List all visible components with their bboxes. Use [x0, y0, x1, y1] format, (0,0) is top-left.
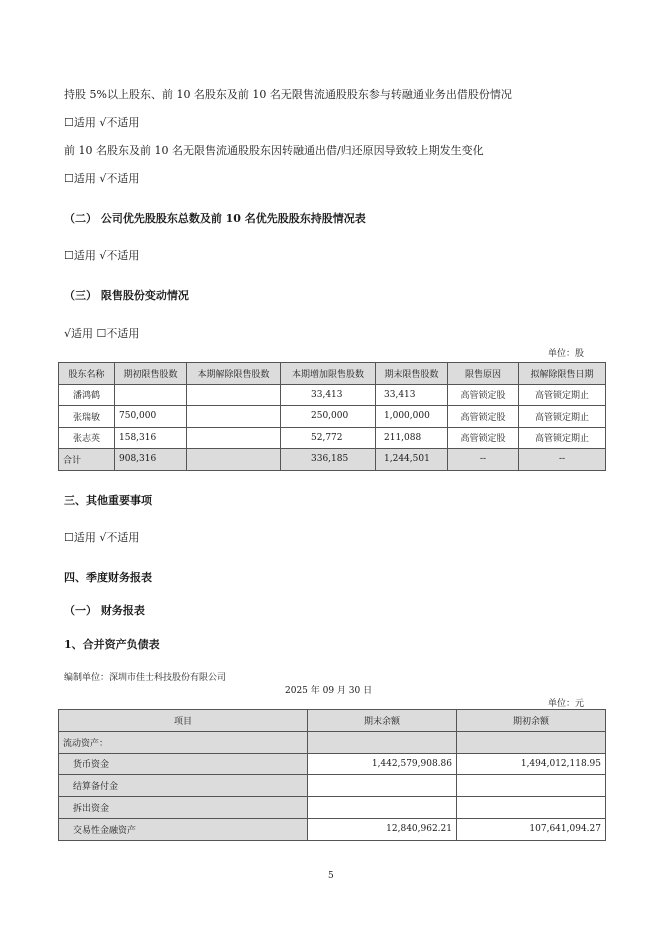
- cell: 211,088: [376, 427, 448, 449]
- table-row: [59, 406, 606, 428]
- cell: 336,185: [281, 449, 376, 471]
- cell: [115, 384, 187, 406]
- cell: [457, 731, 606, 753]
- cell: 1,494,012,118.95: [457, 753, 606, 775]
- cell: 52,772: [281, 427, 376, 449]
- cell: [308, 797, 457, 819]
- page-number: 5: [328, 871, 334, 881]
- table-total-row: [59, 449, 606, 471]
- col-header: 股东名称: [59, 363, 115, 385]
- cell: 908,316: [115, 449, 187, 471]
- compiler: 编制单位：深圳市佳士科技股份有限公司: [64, 673, 227, 683]
- cell: --: [448, 449, 519, 471]
- col-header: 期初限售股数: [115, 363, 187, 385]
- col-header: 本期解除限售股数: [187, 363, 281, 385]
- restricted-shares-table: [58, 362, 606, 471]
- cell: 交易性金融资产: [59, 818, 308, 840]
- cell: [187, 427, 281, 449]
- cell: 合计: [59, 449, 115, 471]
- intro-choice: ☐适用 √不适用: [64, 116, 140, 129]
- col-header: 项目: [59, 710, 308, 732]
- cell: [457, 797, 606, 819]
- cell: [308, 775, 457, 797]
- cell: --: [519, 449, 606, 471]
- section3-choice: √适用 ☐不适用: [64, 327, 140, 340]
- col-header: 限售原因: [448, 363, 519, 385]
- cell: 33,413: [376, 384, 448, 406]
- cell: 高管锁定股: [448, 384, 519, 406]
- col-header: 期初余额: [457, 710, 606, 732]
- cell: 250,000: [281, 406, 376, 428]
- cell: 1,244,501: [376, 449, 448, 471]
- cell: 高管锁定期止: [519, 384, 606, 406]
- part4-title: 四、季度财务报表: [64, 571, 152, 584]
- balance-sheet-table: [58, 709, 606, 841]
- cell: 拆出资金: [59, 797, 308, 819]
- cell: 1,442,579,908.86: [308, 753, 457, 775]
- table-row: [59, 427, 606, 449]
- section3-title: （三） 限售股份变动情况: [64, 289, 189, 302]
- table-row: [59, 731, 606, 753]
- cell: 潘鸿鹤: [59, 384, 115, 406]
- cell: 33,413: [281, 384, 376, 406]
- cell: [187, 449, 281, 471]
- balance-unit: 单位：元: [548, 699, 585, 709]
- col-header: 拟解除限售日期: [519, 363, 606, 385]
- cell: 107,641,094.27: [457, 818, 606, 840]
- restricted-unit: 单位：股: [548, 349, 585, 359]
- table-row: [59, 775, 606, 797]
- cell: 750,000: [115, 406, 187, 428]
- cell: 12,840,962.21: [308, 818, 457, 840]
- section2-choice: ☐适用 √不适用: [64, 249, 140, 262]
- change-choice: ☐适用 √不适用: [64, 172, 140, 185]
- table-header-row: [59, 363, 606, 385]
- cell: 高管锁定股: [448, 406, 519, 428]
- col-header: 期末限售股数: [376, 363, 448, 385]
- cell: [457, 775, 606, 797]
- table-header-row: [59, 710, 606, 732]
- fin-title: （一） 财务报表: [64, 604, 145, 617]
- table-row: [59, 818, 606, 840]
- report-date: 2025 年 09 月 30 日: [285, 686, 373, 696]
- cell: 张瑞敏: [59, 406, 115, 428]
- cell: 158,316: [115, 427, 187, 449]
- intro-sentence: 持股 5%以上股东、前 10 名股东及前 10 名无限售流通股股东参与转融通业务出借股份情况: [64, 88, 512, 101]
- cell: 张志英: [59, 427, 115, 449]
- cell: [187, 406, 281, 428]
- cell: 结算备付金: [59, 775, 308, 797]
- cell: 高管锁定期止: [519, 427, 606, 449]
- cell: 1,000,000: [376, 406, 448, 428]
- section2-title: （二） 公司优先股股东总数及前 10 名优先股股东持股情况表: [64, 212, 366, 225]
- cell: 高管锁定期止: [519, 406, 606, 428]
- part3-choice: ☐适用 √不适用: [64, 531, 140, 544]
- bs-title: 1、合并资产负债表: [64, 638, 160, 651]
- change-sentence: 前 10 名股东及前 10 名无限售流通股股东因转融通出借/归还原因导致较上期发生变化: [64, 144, 484, 157]
- cell: 高管锁定股: [448, 427, 519, 449]
- col-header: 本期增加限售股数: [281, 363, 376, 385]
- cell: [308, 731, 457, 753]
- col-header: 期末余额: [308, 710, 457, 732]
- table-row: [59, 384, 606, 406]
- section-label: 流动资产：: [59, 731, 308, 753]
- part3-title: 三、其他重要事项: [64, 494, 152, 507]
- table-row: [59, 797, 606, 819]
- cell: [187, 384, 281, 406]
- cell: 货币资金: [59, 753, 308, 775]
- table-row: [59, 753, 606, 775]
